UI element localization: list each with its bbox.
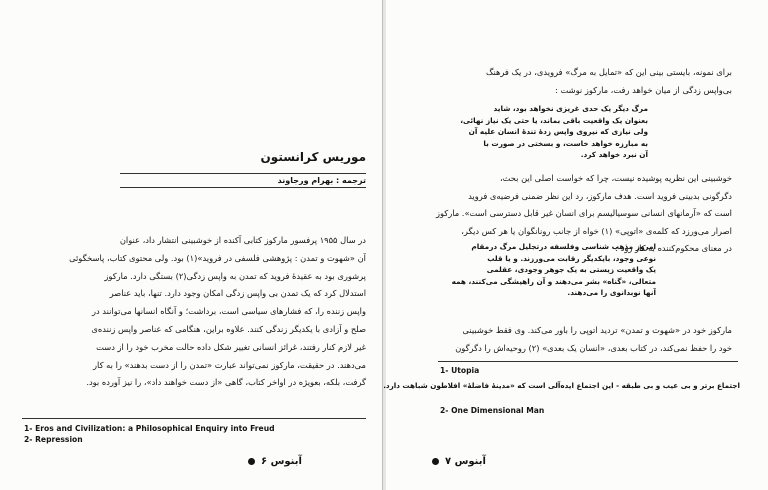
body-line: است که «آرمانهای انسانی سوسیالیسم برای انسان غیر قابل دسترسی است». مارکوز <box>435 208 732 219</box>
page-number <box>248 456 302 467</box>
body-line: اصرار می‌ورزد که کلمه‌ی «اتوپی» (۱) خواه از جانب رونانگوان یا هر کس دیگر، <box>461 225 732 236</box>
footnote: 1- Utopia <box>440 366 480 375</box>
quote-line: مرگ دیگر یک حدی غریزی نخواهد بود، شاید <box>493 104 648 113</box>
body-line: غیر لازم کنار رفتند، غرائز انسانی تغییر شکل داده حالت مخرب خود را از دست <box>96 341 366 352</box>
quote-line: ولی نیازی که نیروی واپس زدهٔ تندهٔ انسان علیه آن <box>468 127 648 137</box>
quote-line: به مبارزه خواهد خاست، و بسختی در صورت با <box>483 138 648 148</box>
body-line: خوشبینی این نظریه پوشیده نیست، چرا که خواست اصلی این بحث، <box>499 173 732 183</box>
quote-line: آن نبرد خواهد کرد. <box>580 150 648 160</box>
left-body-text <box>28 232 366 392</box>
body-line: استدلال کرد که یک تمدن بی واپس زدگی امکان وجود دارد. تنها، باید عناصر <box>109 288 366 299</box>
footnote: 2- One Dimensional Man <box>440 406 545 415</box>
author-name: موریس کرانستون <box>260 150 366 164</box>
bullet-icon <box>248 458 255 465</box>
page-number-label: آبنوس ۶ <box>261 456 302 467</box>
body-line: پرشوری بود به عقیدهٔ فروید که تمدن به واپس زدگی(۲) بستگی دارد. مارکوز <box>104 270 366 281</box>
body-line: گرفت، بلکه، بعویژه در اواخر کتاب، گاهی «از دست خواهند داد»، را نیز آورده بود. <box>86 377 366 388</box>
footnote-divider <box>22 418 366 419</box>
quote-line: آنها نوبدانوی را می‌دهند. <box>567 288 656 298</box>
right-end-text <box>426 322 732 357</box>
quote-line: بعنوان یک واقعیت باقی بماند، یا حتی یک نیاز نهائی، <box>460 115 648 125</box>
footnote-divider <box>438 361 738 362</box>
body-line: در معنای محکوم‌کننده به کار رود : <box>615 243 732 254</box>
left-page <box>0 0 382 490</box>
body-line: در سال ۱۹۵۵ پرفسور مارکوز کتابی آکنده از خوشبینی انتشار داد، عنوان <box>119 235 366 245</box>
page-number <box>432 456 486 467</box>
body-line: می‌دهند. در حقیقت، مارکوز نمی‌تواند عبارت «تمدن را از دست بدهند» را به کار <box>93 359 366 370</box>
quote-line: متعالی، «گناه» بشر می‌دهند و آن راهیشگی می‌کنند، همه <box>452 276 656 286</box>
page-number-label: آبنوس ۷ <box>445 456 486 467</box>
block-quote <box>452 241 656 299</box>
quote-line: نوعی وجود، بایکدیگر رقابت می‌ورزند. و یا قلب <box>487 253 656 263</box>
right-footnotes <box>383 365 740 416</box>
body-line: دگرگونی بدبینی فروید است. هدف مارکوز، رد این نظر ضمنی فرضیه‌ی فروید <box>468 190 732 201</box>
body-line: بی‌واپس زدگی از میان خواهد رفت، مارکوز نوشت : <box>555 84 732 95</box>
body-line: واپس زننده را، که فشارهای سیاسی است، برداشت؛ و آنگاه انسانها می‌توانند در <box>91 306 366 317</box>
body-line: مارکوز خود در «شهوت و تمدن» تردید اتوپی را باور می‌کند. وی فقط خوشبینی <box>462 325 732 335</box>
quote-line: یک واقعیت زیستی به یک جوهر وجودی، عقلمی <box>486 265 656 275</box>
right-intro-text <box>426 64 732 99</box>
left-footnotes <box>24 423 275 445</box>
body-line: خود را حفظ نمی‌کند، در کتاب بعدی، «انسان یک بعدی» (۲) روحیه‌اش را دگرگون <box>455 342 732 353</box>
footnote-explanation: اجتماع برتر و بی عیب و بی طبقه - این اجتماع ایده‌آلی است که «مدینهٔ فاضلهٔ» افلاطون شباهت دارد. <box>383 381 740 390</box>
right-page <box>383 0 768 490</box>
footnote: 2- Repression <box>24 435 83 444</box>
translator-credit: ترجمه : بهرام ورجاوند <box>120 173 366 188</box>
block-quote <box>448 103 648 161</box>
bullet-icon <box>432 458 439 465</box>
body-line: صلح و آزادی با یکدیگر زندگی کنند. علاوه براین، هنگامی که عناصر واپس زننده‌ی <box>91 323 366 334</box>
body-line: برای نمونه، بایستی بینی این که «تمایل به مرگ» فرویدی، در یک فرهنگ <box>486 67 732 77</box>
footnote: 1- Eros and Civilization: a Philosophical Enquiry into Freud <box>24 424 275 433</box>
body-line: آن «شهوت و تمدن : پژوهشی فلسفی در فروید»(۱) بود. ولی محتوی کتاب، پاسخگوئی <box>69 252 366 263</box>
quote-line: امروز مذهب شناسی وفلسفه درتجلیل مرگ درمقام <box>471 242 656 251</box>
